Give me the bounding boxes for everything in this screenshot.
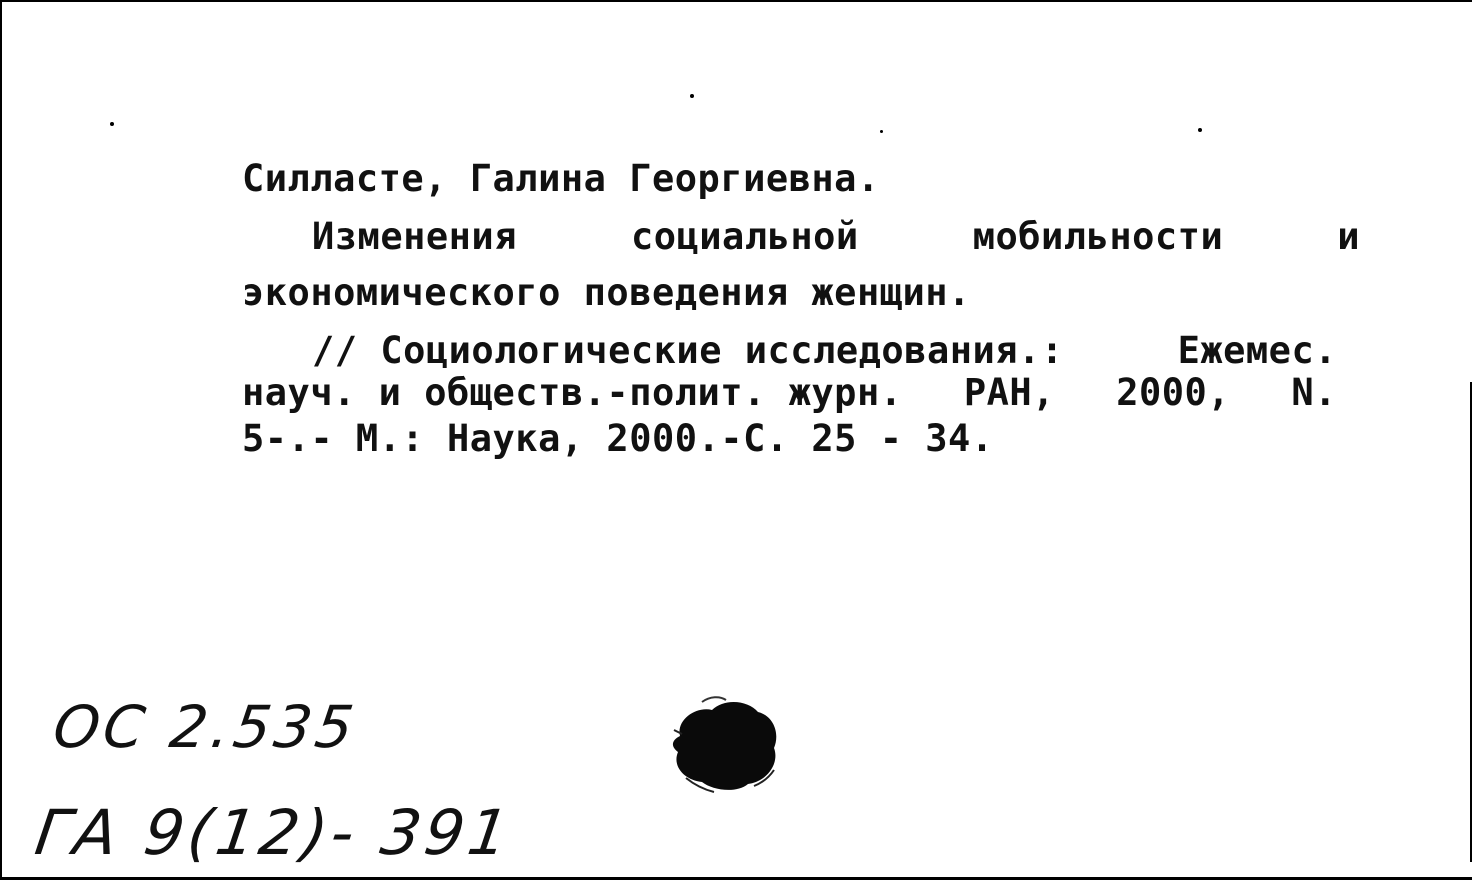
handwritten-shelf-code-2: ГА 9(12)- 391 [30, 796, 518, 869]
ink-blot-stamp [662, 690, 786, 800]
author-line: Силласте, Галина Георгиевна. [242, 157, 880, 200]
source-segment: РАН, [963, 371, 1055, 414]
handwritten-shelf-code-1: ОС 2.535 [49, 693, 362, 761]
title-line-1 [312, 215, 1360, 258]
source-segment: Ежемес. [1177, 329, 1337, 372]
source-line-1 [312, 329, 1337, 372]
source-segment: N. [1291, 371, 1337, 414]
source-segment: науч. и обществ.-полит. журн. [242, 371, 903, 414]
title-word: социальной [630, 215, 859, 258]
source-segment: 2000, [1116, 371, 1231, 414]
title-word: мобильности [972, 215, 1224, 258]
source-segment: // Социологические исследования.: [312, 329, 1064, 372]
title-word: Изменения [312, 215, 517, 258]
scan-speck [110, 122, 114, 126]
scan-speck [690, 94, 694, 98]
source-line-3: 5-.- М.: Наука, 2000.-С. 25 - 34. [242, 417, 994, 460]
scan-speck [1198, 128, 1202, 132]
title-line-2: экономического поведения женщин. [242, 271, 971, 314]
title-word: и [1337, 215, 1360, 258]
scan-speck [880, 130, 883, 133]
source-line-2 [242, 371, 1337, 414]
